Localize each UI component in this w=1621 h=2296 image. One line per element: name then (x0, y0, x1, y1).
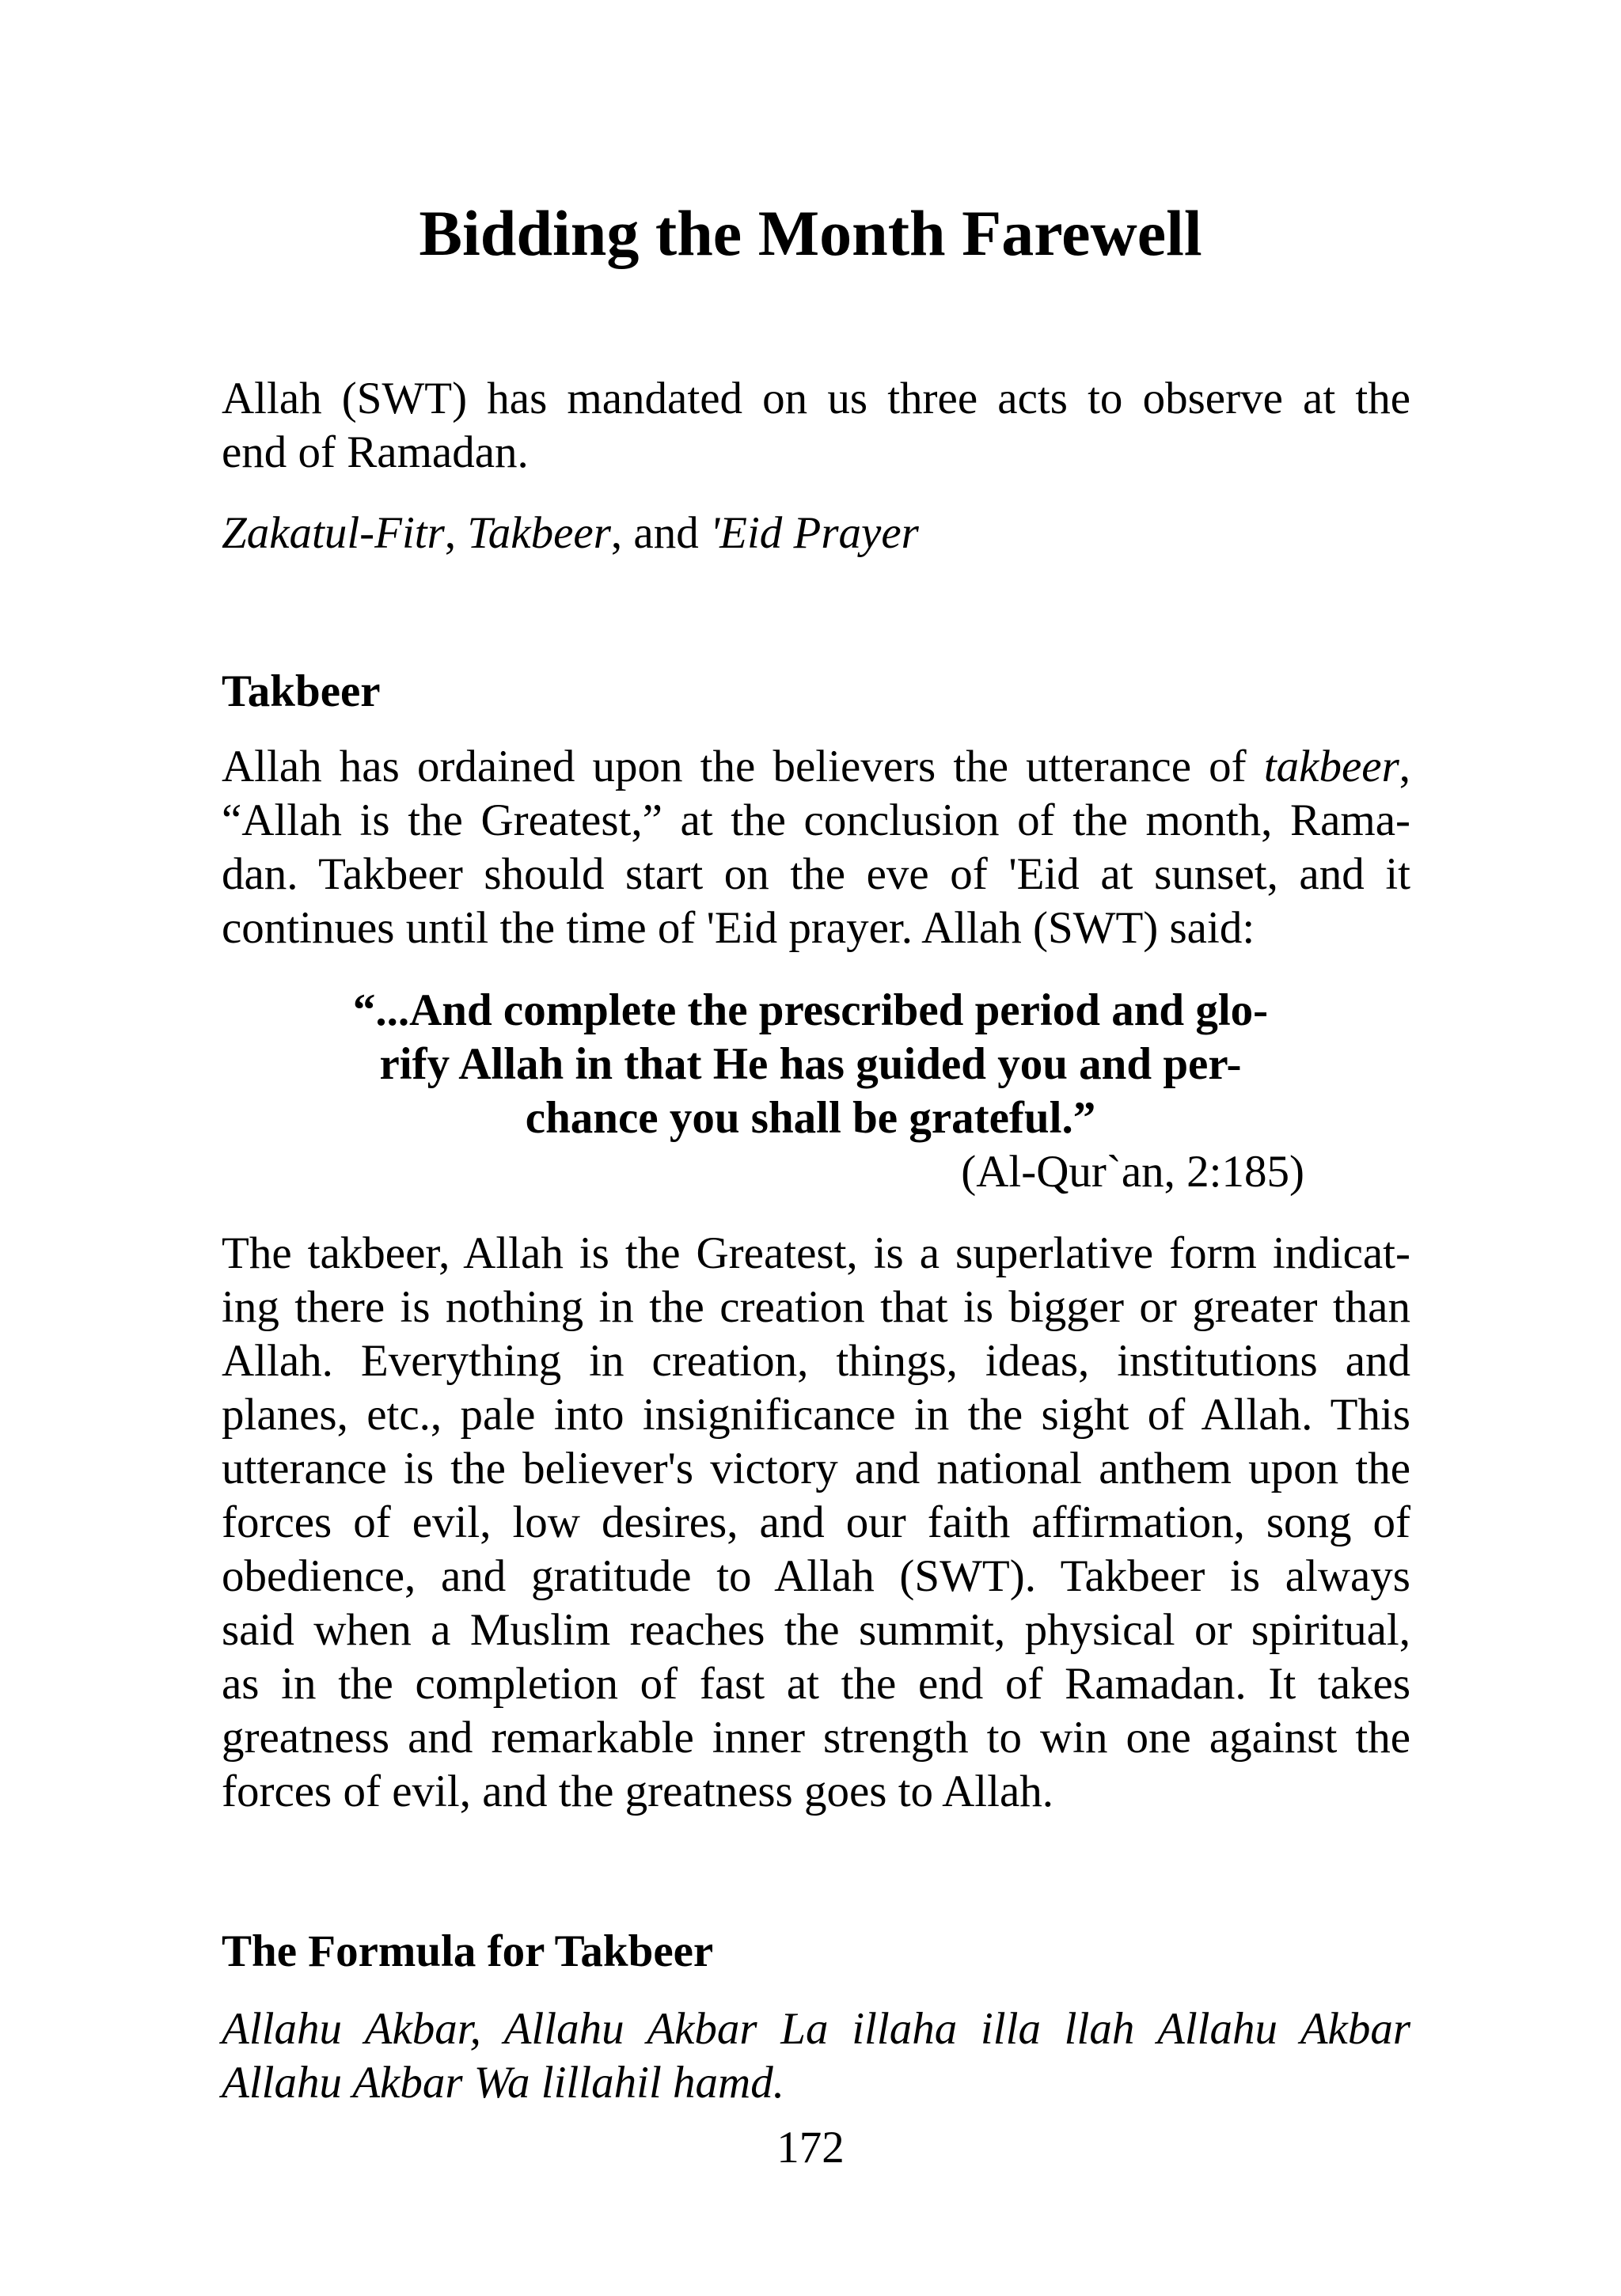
body-line-9: as in the completion of fast at the end of Ramadan. It takes (222, 1659, 1410, 1709)
quote-line-2: rify Allah in that He has guided you and per- (379, 1039, 1242, 1089)
body-line-3: Allah. Everything in creation, things, ideas, institutions and (222, 1336, 1410, 1386)
body-line-2: ing there is nothing in the creation that is bigger or greater than (222, 1282, 1410, 1332)
body-line-11: forces of evil, and the greatness goes to Allah. (222, 1767, 1054, 1816)
takbeer-line-1: Allah has ordained upon the believers the utterance of takbeer, (222, 742, 1410, 791)
quran-quote (317, 984, 1304, 1145)
acts-separator-2: , and (610, 508, 710, 558)
takbeer-line-4: continues until the time of 'Eid prayer. Allah (SWT) said: (222, 903, 1255, 953)
section-heading-formula: The Formula for Takbeer (222, 1926, 714, 1976)
body-line-8: said when a Muslim reaches the summit, physical or spiritual, (222, 1605, 1410, 1655)
intro-line-2: end of Ramadan. (222, 427, 529, 477)
page-number: 172 (776, 2123, 845, 2173)
act-eid-prayer: 'Eid Prayer (709, 508, 919, 558)
body-line-7: obedience, and gratitude to Allah (SWT). Takbeer is always (222, 1551, 1410, 1601)
quote-line-3: chance you shall be grateful.” (525, 1093, 1096, 1143)
acts-separator-1: , (444, 508, 468, 558)
body-line-1: The takbeer, Allah is the Greatest, is a superlative form indicat- (222, 1228, 1410, 1278)
body-line-10: greatness and remarkable inner strength to win one against the (222, 1713, 1410, 1763)
intro-line-1: Allah (SWT) has mandated on us three acts to observe at the (222, 374, 1410, 423)
body-line-5: utterance is the believer's victory and national anthem upon the (222, 1444, 1410, 1493)
takbeer-line-3: dan. Takbeer should start on the eve of 'Eid at sunset, and it (222, 849, 1410, 899)
body-line-4: planes, etc., pale into insignificance in the sight of Allah. This (222, 1390, 1410, 1440)
takbeer-body-paragraph (222, 1227, 1410, 1819)
intro-paragraph (222, 372, 1410, 480)
takbeer-paragraph (222, 740, 1410, 955)
takbeer-line-2: “Allah is the Greatest,” at the conclusion of the month, Rama- (222, 795, 1410, 845)
quote-citation: (Al-Qur`an, 2:185) (961, 1147, 1304, 1197)
act-zakatul-fitr: Zakatul-Fitr (222, 508, 445, 558)
formula-line-1: Allahu Akbar, Allahu Akbar La illaha illa llah Allahu Akbar (222, 2004, 1410, 2054)
acts-line (222, 507, 1410, 560)
formula-line-2: Allahu Akbar Wa lillahil hamd. (222, 2058, 784, 2108)
quote-line-1: “...And complete the prescribed period and glo- (352, 985, 1269, 1035)
formula-text (222, 2002, 1410, 2110)
chapter-title: Bidding the Month Farewell (419, 197, 1202, 269)
body-line-6: forces of evil, low desires, and our faith affirmation, song of (222, 1497, 1410, 1547)
act-takbeer: Takbeer (467, 508, 611, 558)
section-heading-takbeer: Takbeer (222, 666, 381, 716)
